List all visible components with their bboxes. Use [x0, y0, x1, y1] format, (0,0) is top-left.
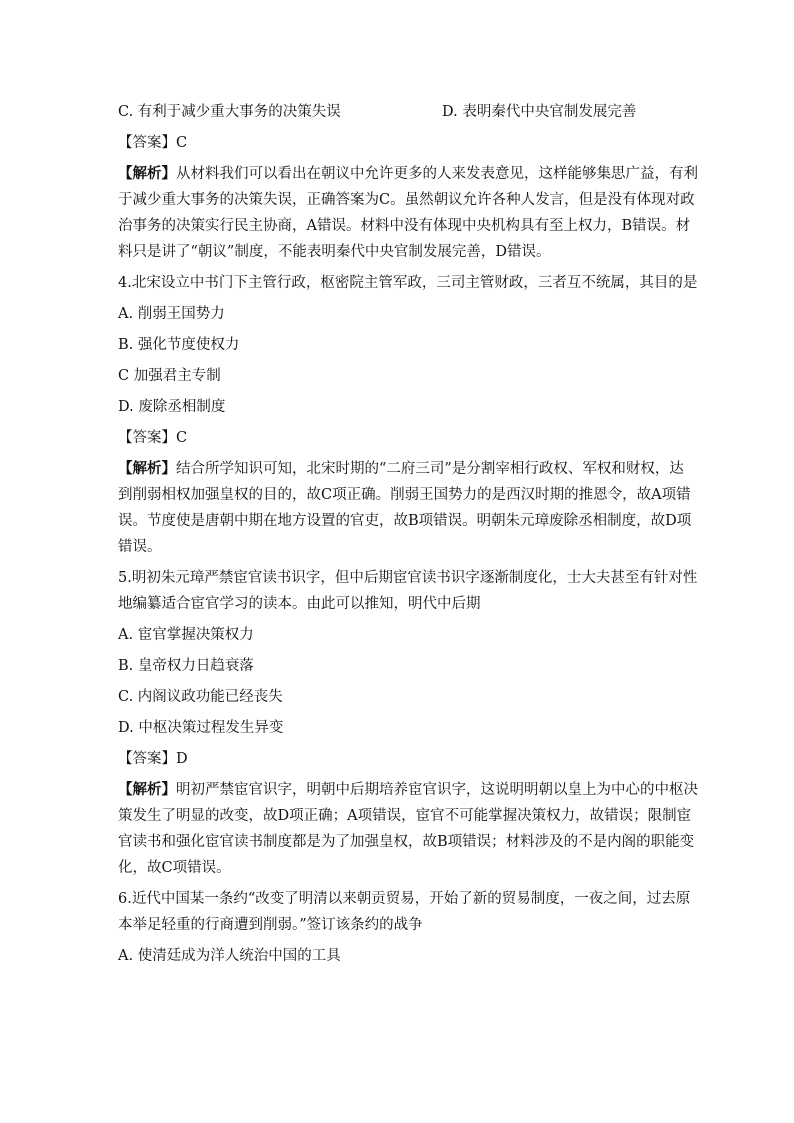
q6-option-a: A. 使清廷成为洋人统治中国的工具: [118, 948, 341, 964]
q4-analysis-line-2: 到削弱相权加强皇权的目的，故C项正确。削弱王国势力的是西汉时期的推恩令，故A项错: [118, 487, 691, 503]
q6-stem-line-2: 本举足轻重的行商遭到削弱。”签订该条约的战争: [118, 917, 423, 933]
document-content: [118, 99, 698, 969]
q4-analysis-line-4: 错误。: [118, 539, 162, 555]
q4-answer: 【答案】C: [118, 430, 188, 446]
q4-analysis-line-3: 误。节度使是唐朝中期在地方设置的官吏，故B项错误。明朝朱元璋废除丞相制度，故D项: [118, 513, 692, 529]
q5-stem-line-1: 5.明初朱元璋严禁宦官读书识字，但中后期宦官读书识字逐渐制度化，士大夫甚至有针对性: [118, 570, 698, 586]
q5-analysis-line-1: 【解析】明初严禁宦官识字，明朝中后期培养宦官识字，这说明明朝以皇上为中心的中枢决: [118, 781, 698, 798]
q5-option-d: D. 中枢决策过程发生异变: [118, 720, 284, 736]
q3-answer: 【答案】C: [118, 135, 188, 151]
q5-analysis-tag: 【解析】: [118, 781, 176, 798]
q5-option-c: C. 内阁议政功能已经丧失: [118, 689, 283, 705]
q4-stem: 4.北宋设立中书门下主管行政，枢密院主管军政，三司主管财政，三者互不统属，其目的是: [118, 275, 698, 291]
q3-analysis-line-2: 于减少重大事务的决策失误，正确答案为C。虽然朝议允许各种人发言，但是没有体现对政: [118, 192, 695, 208]
q4-analysis-tag: 【解析】: [118, 460, 176, 477]
q3-analysis-line-3: 治事务的决策实行民主协商，A错误。材料中没有体现中央机构具有至上权力，B错误。材: [118, 218, 691, 234]
q4-option-a: A. 削弱王国势力: [118, 306, 225, 322]
q3-analysis-tag: 【解析】: [118, 165, 176, 182]
q5-analysis-line-2: 策发生了明显的改变，故D项正确；A项错误，宦官不可能掌握决策权力，故错误；限制宦: [118, 808, 692, 824]
q6-stem-line-1: 6.近代中国某一条约“改变了明清以来朝贡贸易，开始了新的贸易制度，一夜之间，过去原: [118, 891, 691, 907]
q4-analysis-line-1: 【解析】结合所学知识可知，北宋时期的“二府三司”是分割宰相行政权、军权和财权，达: [118, 460, 684, 477]
q4-option-b: B. 强化节度使权力: [118, 337, 240, 353]
q3-analysis-line-4: 料只是讲了“朝议”制度，不能表明秦代中央官制发展完善，D错误。: [118, 244, 551, 260]
q3-option-c: C. 有利于减少重大事务的决策失误: [118, 104, 341, 120]
q3-options-row: [118, 99, 678, 125]
q5-stem-line-2: 地编纂适合宦官学习的读本。由此可以推知，明代中后期: [118, 596, 481, 612]
q3-analysis-line-1: 【解析】从材料我们可以看出在朝议中允许更多的人来发表意见，这样能够集思广益，有利: [118, 165, 698, 182]
q5-option-a: A. 宦官掌握决策权力: [118, 627, 254, 643]
q5-answer: 【答案】D: [118, 751, 188, 767]
q5-analysis-line-4: 化，故C项错误。: [118, 860, 231, 876]
q4-option-d: D. 废除丞相制度: [118, 399, 226, 415]
q3-option-d: D. 表明秦代中央官制发展完善: [442, 104, 637, 120]
q5-analysis-line-3: 官读书和强化宦官读书制度都是为了加强皇权，故B项错误；材料涉及的不是内阁的职能变: [118, 834, 695, 850]
q5-option-b: B. 皇帝权力日趋衰落: [118, 658, 254, 674]
q4-option-c: C 加强君主专制: [118, 368, 221, 384]
